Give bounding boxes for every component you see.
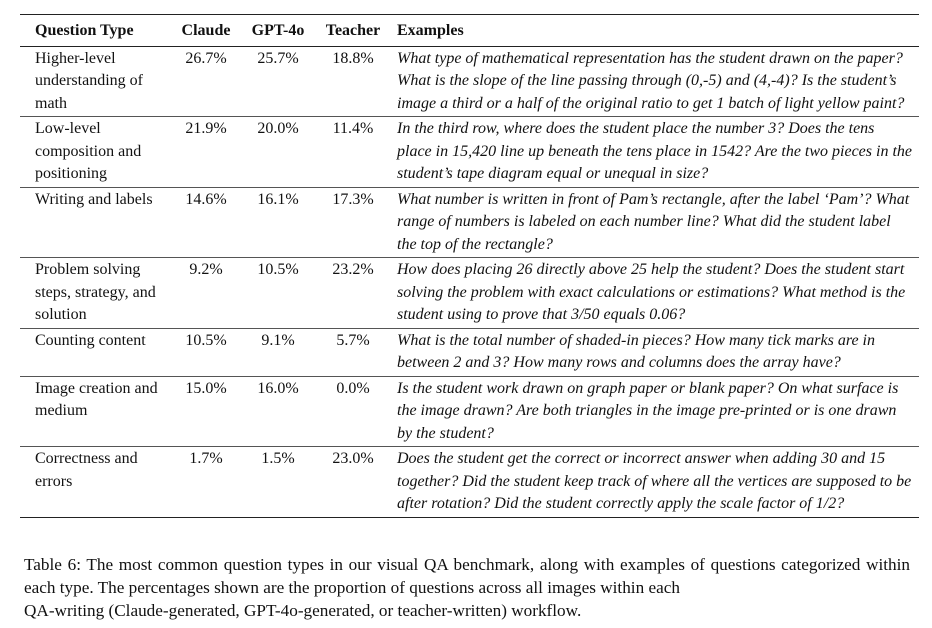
claude-percent-cell: 14.6%	[185, 190, 227, 208]
gpt4o-percent-cell: 16.0%	[257, 379, 299, 397]
question-type-cell: Image creation and medium	[35, 379, 158, 419]
question-type-cell: Counting content	[35, 331, 146, 349]
examples-cell: In the third row, where does the student place the number 3? Does the tens place in 15,420 line up beneath the tens place in 1542? Are the two pieces in the student’s tape diagram equal or unequal in size?	[397, 120, 912, 182]
question-type-cell: Problem solving steps, strategy, and solution	[35, 261, 156, 323]
gpt4o-percent-cell: 9.1%	[261, 331, 295, 349]
table-header-row	[20, 15, 919, 47]
question-type-cell: Low-level composition and positioning	[35, 120, 142, 182]
teacher-percent-cell: 18.8%	[332, 49, 374, 67]
gpt4o-percent-cell: 10.5%	[257, 261, 299, 278]
table-caption	[24, 553, 910, 622]
claude-percent-cell: 15.0%	[185, 379, 227, 397]
caption-line-2: QA-writing (Claude-generated, GPT-4o-generated, or teacher-written) workflow.	[24, 601, 582, 620]
examples-cell: How does placing 26 directly above 25 help the student? Does the student start solving the problem with exact calculations or estimations? What method is the student using to prove that 3/50 equals 0.06?	[397, 261, 906, 323]
table-row	[20, 376, 919, 447]
question-types-table	[20, 14, 919, 518]
examples-cell: What number is written in front of Pam’s rectangle, after the label ‘Pam’? What range of numbers is labeled on each number line? What did the student label the top of the rectangle?	[397, 190, 910, 253]
teacher-percent-cell: 23.2%	[332, 261, 374, 278]
examples-cell: Is the student work drawn on graph paper or blank paper? On what surface is the image drawn? Are both triangles in the image pre-printed or is one drawn by the student?	[397, 379, 899, 442]
table-row	[20, 328, 919, 376]
claude-percent-cell: 9.2%	[189, 261, 223, 278]
table-row	[20, 187, 919, 258]
question-type-cell: Writing and labels	[35, 190, 153, 208]
header-claude: Claude	[181, 22, 231, 39]
claude-percent-cell: 21.9%	[185, 120, 227, 137]
table-row	[20, 117, 919, 188]
teacher-percent-cell: 11.4%	[332, 120, 374, 137]
examples-cell: Does the student get the correct or incorrect answer when adding 30 and 15 together? Did the student keep track of where all the vertices are supposed to be after rotation? Did the student correctly apply the scale factor of 1/2?	[397, 450, 912, 512]
table-row	[20, 46, 919, 117]
table-row	[20, 258, 919, 329]
gpt4o-percent-cell: 1.5%	[261, 450, 295, 467]
teacher-percent-cell: 5.7%	[336, 331, 370, 349]
teacher-percent-cell: 17.3%	[332, 190, 374, 208]
table-row	[20, 447, 919, 518]
header-question-type: Question Type	[35, 22, 134, 39]
gpt4o-percent-cell: 20.0%	[257, 120, 299, 137]
claude-percent-cell: 10.5%	[185, 331, 227, 349]
gpt4o-percent-cell: 16.1%	[257, 190, 299, 208]
teacher-percent-cell: 23.0%	[332, 450, 374, 467]
question-type-cell: Higher-level understanding of math	[35, 49, 143, 112]
question-types-table-container	[20, 14, 912, 518]
caption-line-1: Table 6: The most common question types in our visual QA benchmark, along with examples of questions categorized within each type. The percentages shown are the proportion of questions across all images within each	[24, 555, 910, 597]
examples-cell: What is the total number of shaded-in pieces? How many tick marks are in between 2 and 3? How many rows and columns does the array have?	[397, 331, 875, 371]
question-type-cell: Correctness and errors	[35, 450, 138, 490]
gpt4o-percent-cell: 25.7%	[257, 49, 299, 67]
claude-percent-cell: 26.7%	[185, 49, 227, 67]
header-gpt4o: GPT-4o	[251, 22, 305, 39]
claude-percent-cell: 1.7%	[189, 450, 223, 467]
header-teacher: Teacher	[325, 22, 381, 39]
teacher-percent-cell: 0.0%	[336, 379, 370, 397]
header-examples: Examples	[397, 22, 464, 39]
examples-cell: What type of mathematical representation has the student drawn on the paper? What is the slope of the line passing through (0,-5) and (4,-4)? Is the student’s image a third or a half of the original ratio to get 1 batch of light yellow paint?	[397, 49, 905, 112]
